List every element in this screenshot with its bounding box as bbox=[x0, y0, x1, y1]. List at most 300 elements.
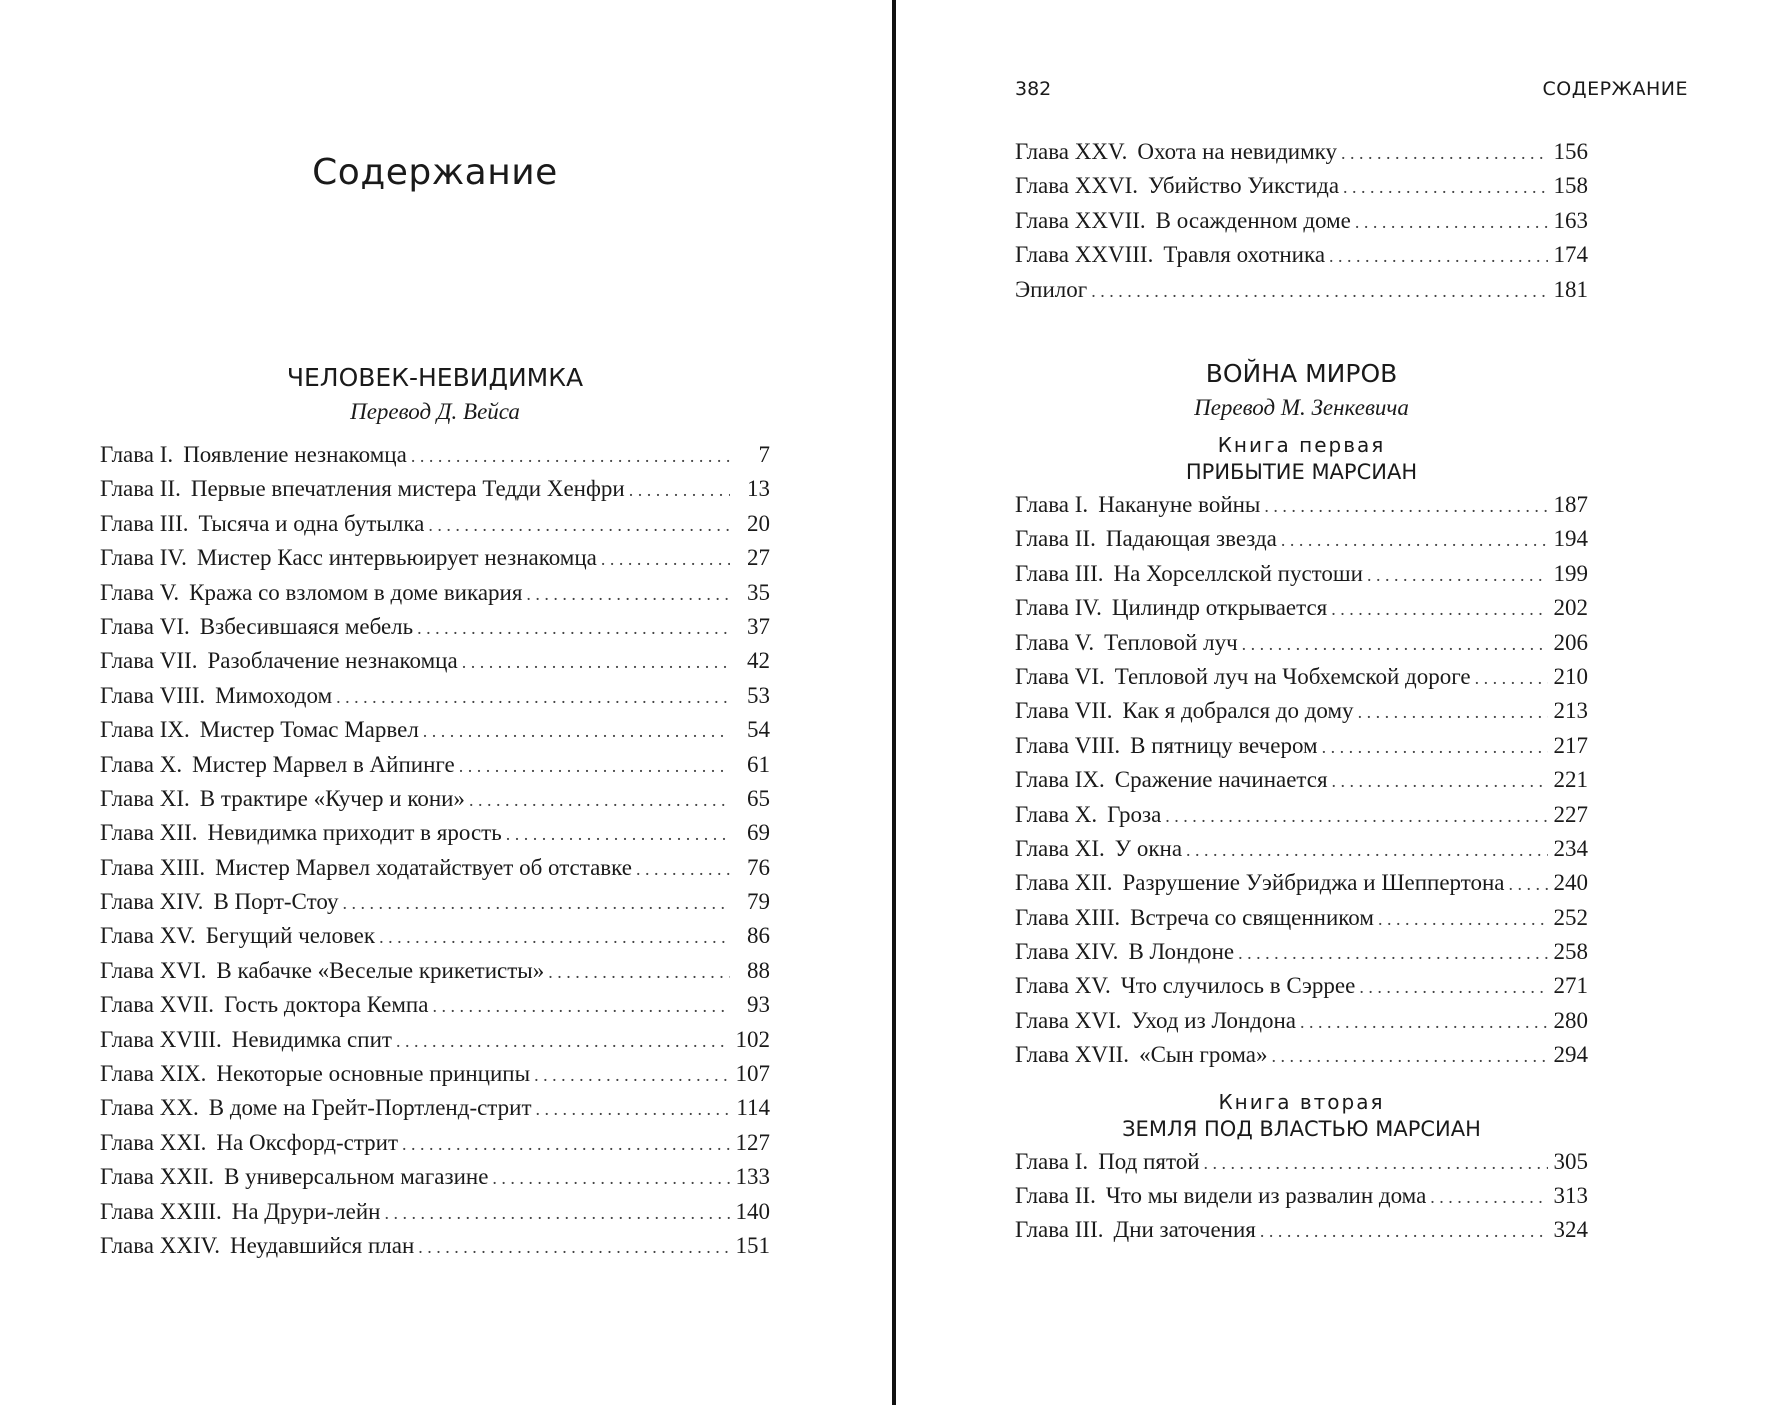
toc-entry-text bbox=[1015, 488, 1260, 522]
chapter-title: Накануне войны bbox=[1098, 492, 1261, 517]
dot-leader bbox=[428, 508, 730, 542]
toc-entry-text bbox=[100, 610, 413, 644]
page-number-ref: 13 bbox=[747, 476, 770, 502]
chapter-number: Глава XX. bbox=[100, 1095, 199, 1121]
toc-entry bbox=[100, 472, 770, 506]
page-number-ref: 324 bbox=[1553, 1217, 1588, 1243]
toc-entry bbox=[100, 438, 770, 472]
dot-leader bbox=[1186, 833, 1548, 867]
toc-entry bbox=[1015, 1145, 1588, 1179]
dot-leader bbox=[379, 920, 730, 954]
toc-entry-text bbox=[1015, 591, 1327, 625]
dot-leader bbox=[342, 886, 730, 920]
chapter-number: Глава IV. bbox=[1015, 595, 1102, 621]
war-of-the-worlds-section bbox=[1015, 356, 1588, 1248]
page-number-ref: 79 bbox=[747, 889, 770, 915]
chapter-title: Эпилог bbox=[1015, 276, 1088, 302]
toc-entry bbox=[1015, 694, 1588, 728]
chapter-title: Взбесившаяся мебель bbox=[199, 613, 414, 639]
page-number-ref: 7 bbox=[758, 442, 770, 467]
chapter-title: В доме на Грейт-Портленд-стрит bbox=[208, 1095, 532, 1121]
chapter-number: Глава XI. bbox=[100, 785, 190, 811]
chapter-title: Охота на невидимку bbox=[1137, 139, 1337, 164]
chapter-title: На Друри-лейн bbox=[231, 1198, 381, 1224]
dot-leader bbox=[1475, 661, 1548, 695]
dot-leader bbox=[402, 1127, 730, 1161]
chapter-title: Сражение начинается bbox=[1114, 767, 1328, 793]
chapter-number: Глава XIII. bbox=[1015, 904, 1121, 930]
dot-leader bbox=[1359, 970, 1548, 1004]
page-number-ref: 280 bbox=[1553, 1007, 1588, 1033]
toc-entry-text bbox=[100, 1023, 392, 1057]
toc-entry bbox=[1015, 798, 1588, 832]
dot-leader bbox=[411, 439, 730, 473]
toc-entry bbox=[1015, 169, 1588, 203]
dot-leader bbox=[548, 955, 730, 989]
chapter-title: Разоблачение незнакомца bbox=[207, 648, 458, 674]
page-number-ref: 174 bbox=[1553, 242, 1588, 268]
page-number-ref: 221 bbox=[1553, 767, 1588, 793]
toc-entry bbox=[1015, 135, 1588, 169]
page-number-ref: 102 bbox=[735, 1026, 770, 1052]
dot-leader bbox=[636, 852, 730, 886]
toc-entry bbox=[100, 851, 770, 885]
page-number-ref: 127 bbox=[735, 1129, 770, 1155]
chapter-number: Глава II. bbox=[1015, 526, 1096, 552]
page-number-ref: 294 bbox=[1553, 1042, 1588, 1068]
toc-entry bbox=[1015, 901, 1588, 935]
chapter-number: Глава XVII. bbox=[100, 992, 215, 1018]
chapter-title: На Оксфорд-стрит bbox=[216, 1129, 399, 1155]
toc-entry-text bbox=[100, 782, 465, 816]
dot-leader bbox=[1322, 730, 1548, 764]
toc-entry bbox=[100, 1195, 770, 1229]
toc-entry bbox=[100, 679, 770, 713]
dot-leader bbox=[1343, 170, 1548, 204]
chapter-number: Глава II. bbox=[100, 476, 181, 502]
chapter-title: Мимоходом bbox=[215, 682, 333, 708]
page-number-ref: 305 bbox=[1553, 1148, 1588, 1174]
chapter-title: Гроза bbox=[1107, 801, 1162, 827]
dot-leader bbox=[459, 749, 730, 783]
dot-leader bbox=[1358, 695, 1548, 729]
left-page bbox=[0, 0, 893, 1405]
page-number-ref: 240 bbox=[1553, 870, 1588, 896]
chapter-title: В пятницу вечером bbox=[1130, 732, 1318, 758]
page-number-ref: 133 bbox=[735, 1164, 770, 1190]
page-number-ref: 199 bbox=[1553, 560, 1588, 586]
page-number-ref: 69 bbox=[747, 820, 770, 846]
chapter-title: Разрушение Уэйбриджа и Шеппертона bbox=[1122, 870, 1505, 896]
toc-list bbox=[1015, 488, 1588, 1073]
toc-entry bbox=[100, 954, 770, 988]
toc-entry-text bbox=[1015, 866, 1505, 900]
chapter-number: Глава XVIII. bbox=[100, 1026, 222, 1052]
toc-entry bbox=[1015, 238, 1588, 272]
dot-leader bbox=[1367, 558, 1548, 592]
chapter-number: Глава IX. bbox=[100, 717, 190, 743]
chapter-title: Что мы видели из развалин дома bbox=[1105, 1183, 1427, 1209]
chapter-title: Кража со взломом в доме викария bbox=[189, 579, 523, 605]
dot-leader bbox=[492, 1161, 730, 1195]
dot-leader bbox=[1329, 239, 1548, 273]
toc-entry-text bbox=[1015, 901, 1374, 935]
dot-leader bbox=[506, 817, 730, 851]
dot-leader bbox=[1238, 936, 1548, 970]
dot-leader bbox=[1300, 1005, 1548, 1039]
toc-entry-text bbox=[1015, 238, 1325, 272]
page-number-ref: 114 bbox=[736, 1095, 770, 1121]
chapter-number: Глава I. bbox=[100, 442, 174, 467]
page-number-ref: 65 bbox=[747, 785, 770, 811]
toc-entry-text bbox=[1015, 1004, 1296, 1038]
chapter-number: Глава X. bbox=[1015, 801, 1098, 827]
toc-entry bbox=[100, 782, 770, 816]
toc-entry-text bbox=[100, 1126, 398, 1160]
chapter-number: Глава VII. bbox=[100, 648, 198, 674]
toc-entry-text bbox=[1015, 969, 1355, 1003]
dot-leader bbox=[629, 473, 730, 507]
chapter-title: На Хорселлской пустоши bbox=[1113, 560, 1363, 586]
toc-entry bbox=[1015, 832, 1588, 866]
chapter-title: У окна bbox=[1114, 835, 1183, 861]
toc-entry-text bbox=[100, 679, 332, 713]
chapter-number: Глава XVI. bbox=[100, 957, 207, 983]
chapter-number: Глава XXIII. bbox=[100, 1198, 222, 1224]
page-number-ref: 156 bbox=[1553, 139, 1588, 164]
chapter-number: Глава XIII. bbox=[100, 854, 206, 880]
chapter-number: Глава XXVI. bbox=[1015, 173, 1139, 199]
chapter-number: Глава XVI. bbox=[1015, 1007, 1122, 1033]
toc-entry-text bbox=[1015, 1145, 1200, 1179]
dot-leader bbox=[469, 783, 730, 817]
chapter-number: Глава VIII. bbox=[100, 682, 206, 708]
page-number-ref: 93 bbox=[747, 992, 770, 1018]
toc-entry-text bbox=[100, 1057, 530, 1091]
dot-leader bbox=[1378, 902, 1548, 936]
page-number-ref: 35 bbox=[747, 579, 770, 605]
page-number: 382 bbox=[1015, 78, 1052, 100]
chapter-number: Глава III. bbox=[1015, 560, 1104, 586]
toc-entry-text bbox=[100, 1195, 380, 1229]
page-number-ref: 206 bbox=[1553, 629, 1588, 655]
toc-entry-text bbox=[100, 438, 407, 472]
page-number-ref: 271 bbox=[1553, 973, 1588, 999]
chapter-title: Неудавшийся план bbox=[230, 1232, 415, 1258]
toc-entry bbox=[1015, 626, 1588, 660]
page-number-ref: 86 bbox=[747, 923, 770, 949]
toc-entry bbox=[1015, 1213, 1588, 1247]
toc-entry-text bbox=[100, 507, 424, 541]
toc-list bbox=[1015, 135, 1588, 307]
toc-entry bbox=[100, 1126, 770, 1160]
toc-list bbox=[100, 438, 770, 1263]
page-number-ref: 42 bbox=[747, 648, 770, 674]
chapter-number: Глава XIV. bbox=[100, 889, 204, 915]
chapter-title: Тепловой луч bbox=[1104, 629, 1238, 655]
chapter-number: Глава XXI. bbox=[100, 1129, 207, 1155]
dot-leader bbox=[1331, 592, 1548, 626]
dot-leader bbox=[1272, 1039, 1548, 1073]
running-header-title: СОДЕРЖАНИЕ bbox=[1542, 78, 1688, 100]
toc-entry-text bbox=[1015, 1038, 1268, 1072]
chapter-title: Появление незнакомца bbox=[183, 442, 407, 467]
toc-entry bbox=[100, 816, 770, 850]
toc-entry-text bbox=[1015, 763, 1328, 797]
dot-leader bbox=[418, 1230, 730, 1264]
dot-leader bbox=[1260, 1214, 1548, 1248]
page-number-ref: 61 bbox=[747, 751, 770, 777]
chapter-title: Дни заточения bbox=[1113, 1217, 1256, 1243]
page-number-ref: 258 bbox=[1553, 939, 1588, 965]
chapter-number: Глава XIX. bbox=[100, 1061, 207, 1087]
toc-entry-text bbox=[1015, 1213, 1256, 1247]
chapter-number: Глава X. bbox=[100, 751, 183, 777]
chapter-title: Под пятой bbox=[1098, 1148, 1200, 1174]
toc-entry bbox=[100, 576, 770, 610]
contents-title: Содержание bbox=[312, 152, 558, 194]
toc-entry bbox=[1015, 522, 1588, 556]
chapter-number: Глава VII. bbox=[1015, 698, 1113, 724]
toc-entry-text bbox=[1015, 1179, 1426, 1213]
page-number-ref: 54 bbox=[747, 717, 770, 743]
toc-entry-text bbox=[100, 1160, 488, 1194]
chapter-number: Глава XV. bbox=[100, 923, 196, 949]
toc-entry-text bbox=[1015, 660, 1471, 694]
toc-entry-text bbox=[100, 713, 419, 747]
page-number-ref: 20 bbox=[747, 510, 770, 536]
toc-entry-text bbox=[100, 954, 544, 988]
chapter-number: Глава I. bbox=[1015, 1148, 1089, 1174]
toc-entry bbox=[100, 748, 770, 782]
toc-entry-text bbox=[100, 748, 455, 782]
chapter-number: Глава XVII. bbox=[1015, 1042, 1130, 1068]
dot-leader bbox=[396, 1024, 730, 1058]
page-number-ref: 27 bbox=[747, 545, 770, 571]
page-number-ref: 252 bbox=[1553, 904, 1588, 930]
toc-entry-text bbox=[1015, 522, 1277, 556]
invisible-man-section bbox=[100, 360, 770, 1263]
dot-leader bbox=[1204, 1146, 1548, 1180]
toc-entry-text bbox=[1015, 935, 1234, 969]
dot-leader bbox=[417, 611, 730, 645]
chapter-number: Глава III. bbox=[100, 510, 189, 536]
book-one-label: Книга первая bbox=[1217, 433, 1386, 457]
toc-entry-text bbox=[1015, 626, 1238, 660]
chapter-title: Убийство Уикстида bbox=[1148, 173, 1340, 199]
chapter-number: Глава I. bbox=[1015, 492, 1089, 517]
dot-leader bbox=[536, 1092, 730, 1126]
chapter-number: Глава XXV. bbox=[1015, 139, 1128, 164]
dot-leader bbox=[1242, 627, 1548, 661]
chapter-title: В Лондоне bbox=[1128, 939, 1235, 965]
dot-leader bbox=[1264, 489, 1548, 523]
toc-entry-text bbox=[1015, 798, 1161, 832]
toc-entry-text bbox=[100, 576, 522, 610]
toc-entry-text bbox=[1015, 135, 1337, 169]
chapter-number: Глава VIII. bbox=[1015, 732, 1121, 758]
dot-leader bbox=[462, 645, 730, 679]
chapter-title: Гость доктора Кемпа bbox=[224, 992, 429, 1018]
dot-leader bbox=[384, 1196, 730, 1230]
toc-entry bbox=[1015, 935, 1588, 969]
dot-leader bbox=[601, 542, 730, 576]
toc-entry-text bbox=[100, 541, 597, 575]
toc-entry-text bbox=[100, 816, 502, 850]
toc-entry bbox=[100, 610, 770, 644]
toc-entry-text bbox=[100, 851, 632, 885]
dot-leader bbox=[1341, 136, 1548, 170]
toc-entry-text bbox=[100, 644, 458, 678]
toc-entry-text bbox=[100, 472, 625, 506]
chapter-number: Глава XI. bbox=[1015, 835, 1105, 861]
toc-entry bbox=[100, 713, 770, 747]
toc-entry-text bbox=[100, 1091, 532, 1125]
translator-credit: Перевод Д. Вейса bbox=[350, 399, 520, 424]
chapter-number: Глава XXIV. bbox=[100, 1232, 221, 1258]
toc-entry bbox=[100, 988, 770, 1022]
dot-leader bbox=[423, 714, 730, 748]
toc-entry bbox=[100, 644, 770, 678]
toc-list bbox=[1015, 1145, 1588, 1248]
chapter-title: Как я добрался до дому bbox=[1122, 698, 1354, 724]
translator-credit: Перевод М. Зенкевича bbox=[1194, 395, 1409, 420]
toc-entry bbox=[1015, 1179, 1588, 1213]
dot-leader bbox=[526, 577, 730, 611]
chapter-title: В кабачке «Веселые крикетисты» bbox=[216, 957, 545, 983]
chapter-number: Глава XXVII. bbox=[1015, 207, 1146, 233]
chapter-title: В универсальном магазине bbox=[224, 1164, 489, 1190]
right-page bbox=[899, 0, 1788, 1405]
toc-entry bbox=[100, 1023, 770, 1057]
dot-leader bbox=[1165, 799, 1548, 833]
dot-leader bbox=[1509, 867, 1548, 901]
chapter-number: Глава IX. bbox=[1015, 767, 1105, 793]
toc-entry bbox=[1015, 273, 1588, 307]
toc-entry-text bbox=[100, 1229, 414, 1263]
chapter-number: Глава XXVIII. bbox=[1015, 242, 1154, 268]
page-number-ref: 210 bbox=[1553, 663, 1588, 689]
toc-entry bbox=[1015, 591, 1588, 625]
chapter-number: Глава XII. bbox=[100, 820, 198, 846]
continued-toc bbox=[1015, 135, 1588, 307]
toc-entry bbox=[1015, 866, 1588, 900]
chapter-title: Встреча со священником bbox=[1130, 904, 1374, 930]
toc-entry-text bbox=[1015, 694, 1354, 728]
toc-entry bbox=[100, 885, 770, 919]
chapter-number: Глава XXII. bbox=[100, 1164, 215, 1190]
chapter-number: Глава XIV. bbox=[1015, 939, 1119, 965]
chapter-title: Травля охотника bbox=[1163, 242, 1326, 268]
toc-entry bbox=[1015, 488, 1588, 522]
toc-entry-text bbox=[1015, 557, 1363, 591]
toc-entry bbox=[1015, 1004, 1588, 1038]
chapter-title: Невидимка спит bbox=[231, 1026, 392, 1052]
page-number-ref: 140 bbox=[735, 1198, 770, 1224]
page-number-ref: 107 bbox=[735, 1061, 770, 1087]
toc-entry-text bbox=[100, 919, 375, 953]
page-number-ref: 181 bbox=[1553, 276, 1588, 302]
chapter-title: Уход из Лондона bbox=[1131, 1007, 1296, 1033]
chapter-number: Глава VI. bbox=[100, 613, 190, 639]
page-number-ref: 151 bbox=[735, 1232, 770, 1258]
chapter-number: Глава III. bbox=[1015, 1217, 1104, 1243]
chapter-number: Глава VI. bbox=[1015, 663, 1105, 689]
chapter-title: Бегущий человек bbox=[205, 923, 376, 949]
page-number-ref: 227 bbox=[1553, 801, 1588, 827]
dot-leader bbox=[534, 1058, 730, 1092]
chapter-number: Глава V. bbox=[100, 579, 180, 605]
chapter-number: Глава XII. bbox=[1015, 870, 1113, 896]
dot-leader bbox=[336, 680, 730, 714]
chapter-title: В осажденном доме bbox=[1155, 207, 1351, 233]
page-number-ref: 187 bbox=[1553, 492, 1588, 517]
chapter-title: Мистер Томас Марвел bbox=[199, 717, 419, 743]
page-number-ref: 234 bbox=[1553, 835, 1588, 861]
work-title: ВОЙНА МИРОВ bbox=[1205, 359, 1398, 388]
toc-entry bbox=[1015, 660, 1588, 694]
book-two-title: ЗЕМЛЯ ПОД ВЛАСТЬЮ МАРСИАН bbox=[1122, 1116, 1481, 1141]
toc-entry-text bbox=[1015, 832, 1182, 866]
dot-leader bbox=[1355, 205, 1548, 239]
chapter-title: Тепловой луч на Чобхемской дороге bbox=[1114, 663, 1471, 689]
page-number-ref: 202 bbox=[1553, 595, 1588, 621]
page-number-ref: 76 bbox=[747, 854, 770, 880]
page-number-ref: 53 bbox=[747, 682, 770, 708]
dot-leader bbox=[432, 989, 730, 1023]
book-two-label: Книга вторая bbox=[1218, 1089, 1385, 1114]
chapter-title: «Сын грома» bbox=[1139, 1042, 1268, 1068]
toc-entry-text bbox=[100, 988, 428, 1022]
toc-entry-text bbox=[1015, 273, 1087, 307]
chapter-title: Мистер Марвел ходатайствует об отставке bbox=[215, 854, 632, 880]
toc-entry-text bbox=[1015, 729, 1318, 763]
toc-entry-text bbox=[1015, 204, 1351, 238]
chapter-title: Цилиндр открывается bbox=[1111, 595, 1328, 621]
chapter-title: Первые впечатления мистера Тедди Хенфри bbox=[190, 476, 625, 502]
book-spine-divider bbox=[892, 0, 896, 1405]
page-number-ref: 217 bbox=[1553, 732, 1588, 758]
chapter-title: В трактире «Кучер и кони» bbox=[199, 785, 465, 811]
toc-entry bbox=[100, 919, 770, 953]
dot-leader bbox=[1281, 523, 1548, 557]
page-number-ref: 163 bbox=[1553, 207, 1588, 233]
dot-leader bbox=[1091, 274, 1548, 308]
toc-entry bbox=[1015, 729, 1588, 763]
toc-entry-text bbox=[1015, 169, 1339, 203]
toc-entry bbox=[100, 541, 770, 575]
page-number-ref: 194 bbox=[1553, 526, 1588, 552]
chapter-title: Тысяча и одна бутылка bbox=[198, 510, 425, 536]
chapter-title: Падающая звезда bbox=[1105, 526, 1277, 552]
chapter-number: Глава II. bbox=[1015, 1183, 1096, 1209]
chapter-number: Глава IV. bbox=[100, 545, 187, 571]
chapter-number: Глава V. bbox=[1015, 629, 1095, 655]
page-number-ref: 158 bbox=[1553, 173, 1588, 199]
chapter-title: Мистер Касс интервьюирует незнакомца bbox=[196, 545, 597, 571]
chapter-title: Невидимка приходит в ярость bbox=[207, 820, 502, 846]
toc-entry bbox=[100, 1057, 770, 1091]
chapter-number: Глава XV. bbox=[1015, 973, 1111, 999]
dot-leader bbox=[1332, 764, 1548, 798]
page-number-ref: 313 bbox=[1553, 1183, 1588, 1209]
toc-entry bbox=[100, 507, 770, 541]
book-one-title: ПРИБЫТИЕ МАРСИАН bbox=[1185, 460, 1418, 484]
toc-entry bbox=[1015, 204, 1588, 238]
toc-entry bbox=[100, 1160, 770, 1194]
work-title: ЧЕЛОВЕК-НЕВИДИМКА bbox=[286, 363, 584, 392]
toc-entry-text bbox=[100, 885, 338, 919]
